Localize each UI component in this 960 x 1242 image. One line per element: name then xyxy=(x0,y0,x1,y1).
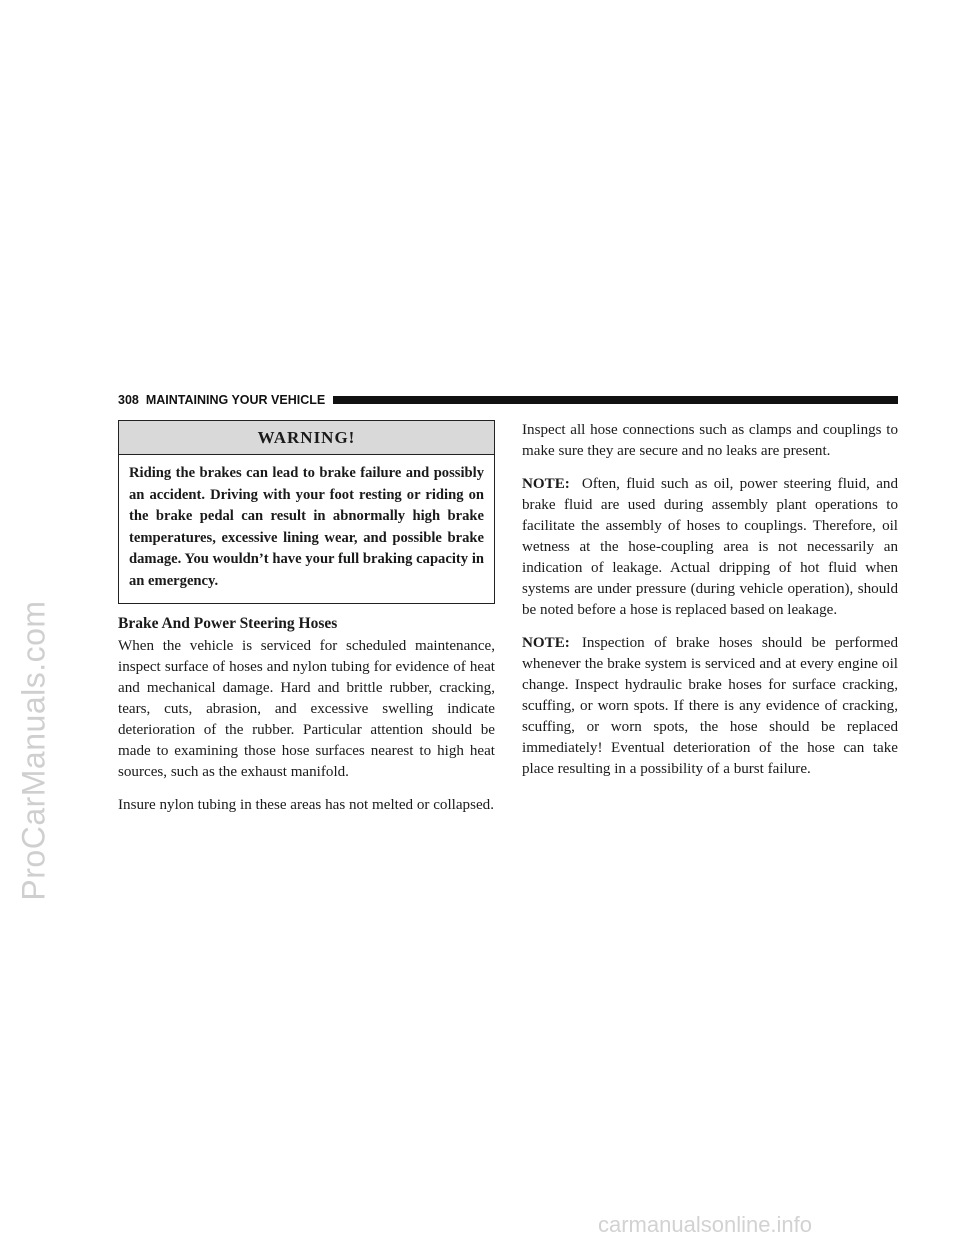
paragraph-nylon-tubing: Insure nylon tubing in these areas has not melted or collapsed. xyxy=(118,796,494,813)
note-text: Often, fluid such as oil, power steering fluid, and brake fluid are used during assembly plant operations to facilitate the assembly of hoses to couplings. Therefore, oil wetness at the hose-coupling area is not necessarily an indication of leakage. Actual dripping of hot fluid when systems are under pressure (during vehicle operation), should be noted before a hose is replaced based on leakage. xyxy=(522,476,898,618)
side-watermark xyxy=(10,500,58,1000)
warning-title: WARNING! xyxy=(119,421,494,455)
paragraph-hose-inspection: When the vehicle is serviced for scheduled maintenance, inspect surface of hoses and nylon tubing for evidence of heat and mechanical damage. Hard and brittle rubber, cracking, tears, cuts, abrasion, and excessive swelling indicate deterioration of the rubber. Particular attention should be made to examining those hose surfaces nearest to high heat sources, such as the exhaust manifold. xyxy=(118,637,495,780)
note-assembly-fluid xyxy=(522,474,898,621)
warning-box xyxy=(118,420,495,604)
section-title: MAINTAINING YOUR VEHICLE xyxy=(145,393,326,407)
side-watermark-text: ProCarManuals.com xyxy=(15,599,52,901)
note-text: Inspection of brake hoses should be performed whenever the brake system is serviced and at every engine oil change. Inspect hydraulic brake hoses for surface cracking, scuffing, or worn spots. If there is any evidence of cracking, scuffing, or worn spots, the hose should be replaced immediately! Eventual deterioration of the hose can take place resulting in a possibility of a burst failure. xyxy=(522,635,898,777)
paragraph-hose-connections: Inspect all hose connections such as clamps and couplings to make sure they are secure and no leaks are present. xyxy=(522,422,898,459)
page-number: 308 xyxy=(118,393,139,407)
warning-body: Riding the brakes can lead to brake failure and possibly an accident. Driving with your foot resting or riding on the brake pedal can result in abnormally high brake temperatures, excessive lining wear, and possible brake damage. You wouldn’t have your full braking capacity in an emergency. xyxy=(129,465,484,589)
page-header xyxy=(118,390,898,410)
right-column xyxy=(522,420,898,792)
section-heading: Brake And Power Steering Hoses xyxy=(118,614,338,632)
note-label: NOTE: xyxy=(522,635,570,651)
left-column xyxy=(118,420,495,828)
bottom-watermark: carmanualsonline.info xyxy=(598,1212,813,1237)
note-label: NOTE: xyxy=(522,476,570,492)
page-header-text xyxy=(118,393,333,407)
note-brake-hose-inspection xyxy=(522,633,898,780)
header-rule xyxy=(333,396,898,404)
